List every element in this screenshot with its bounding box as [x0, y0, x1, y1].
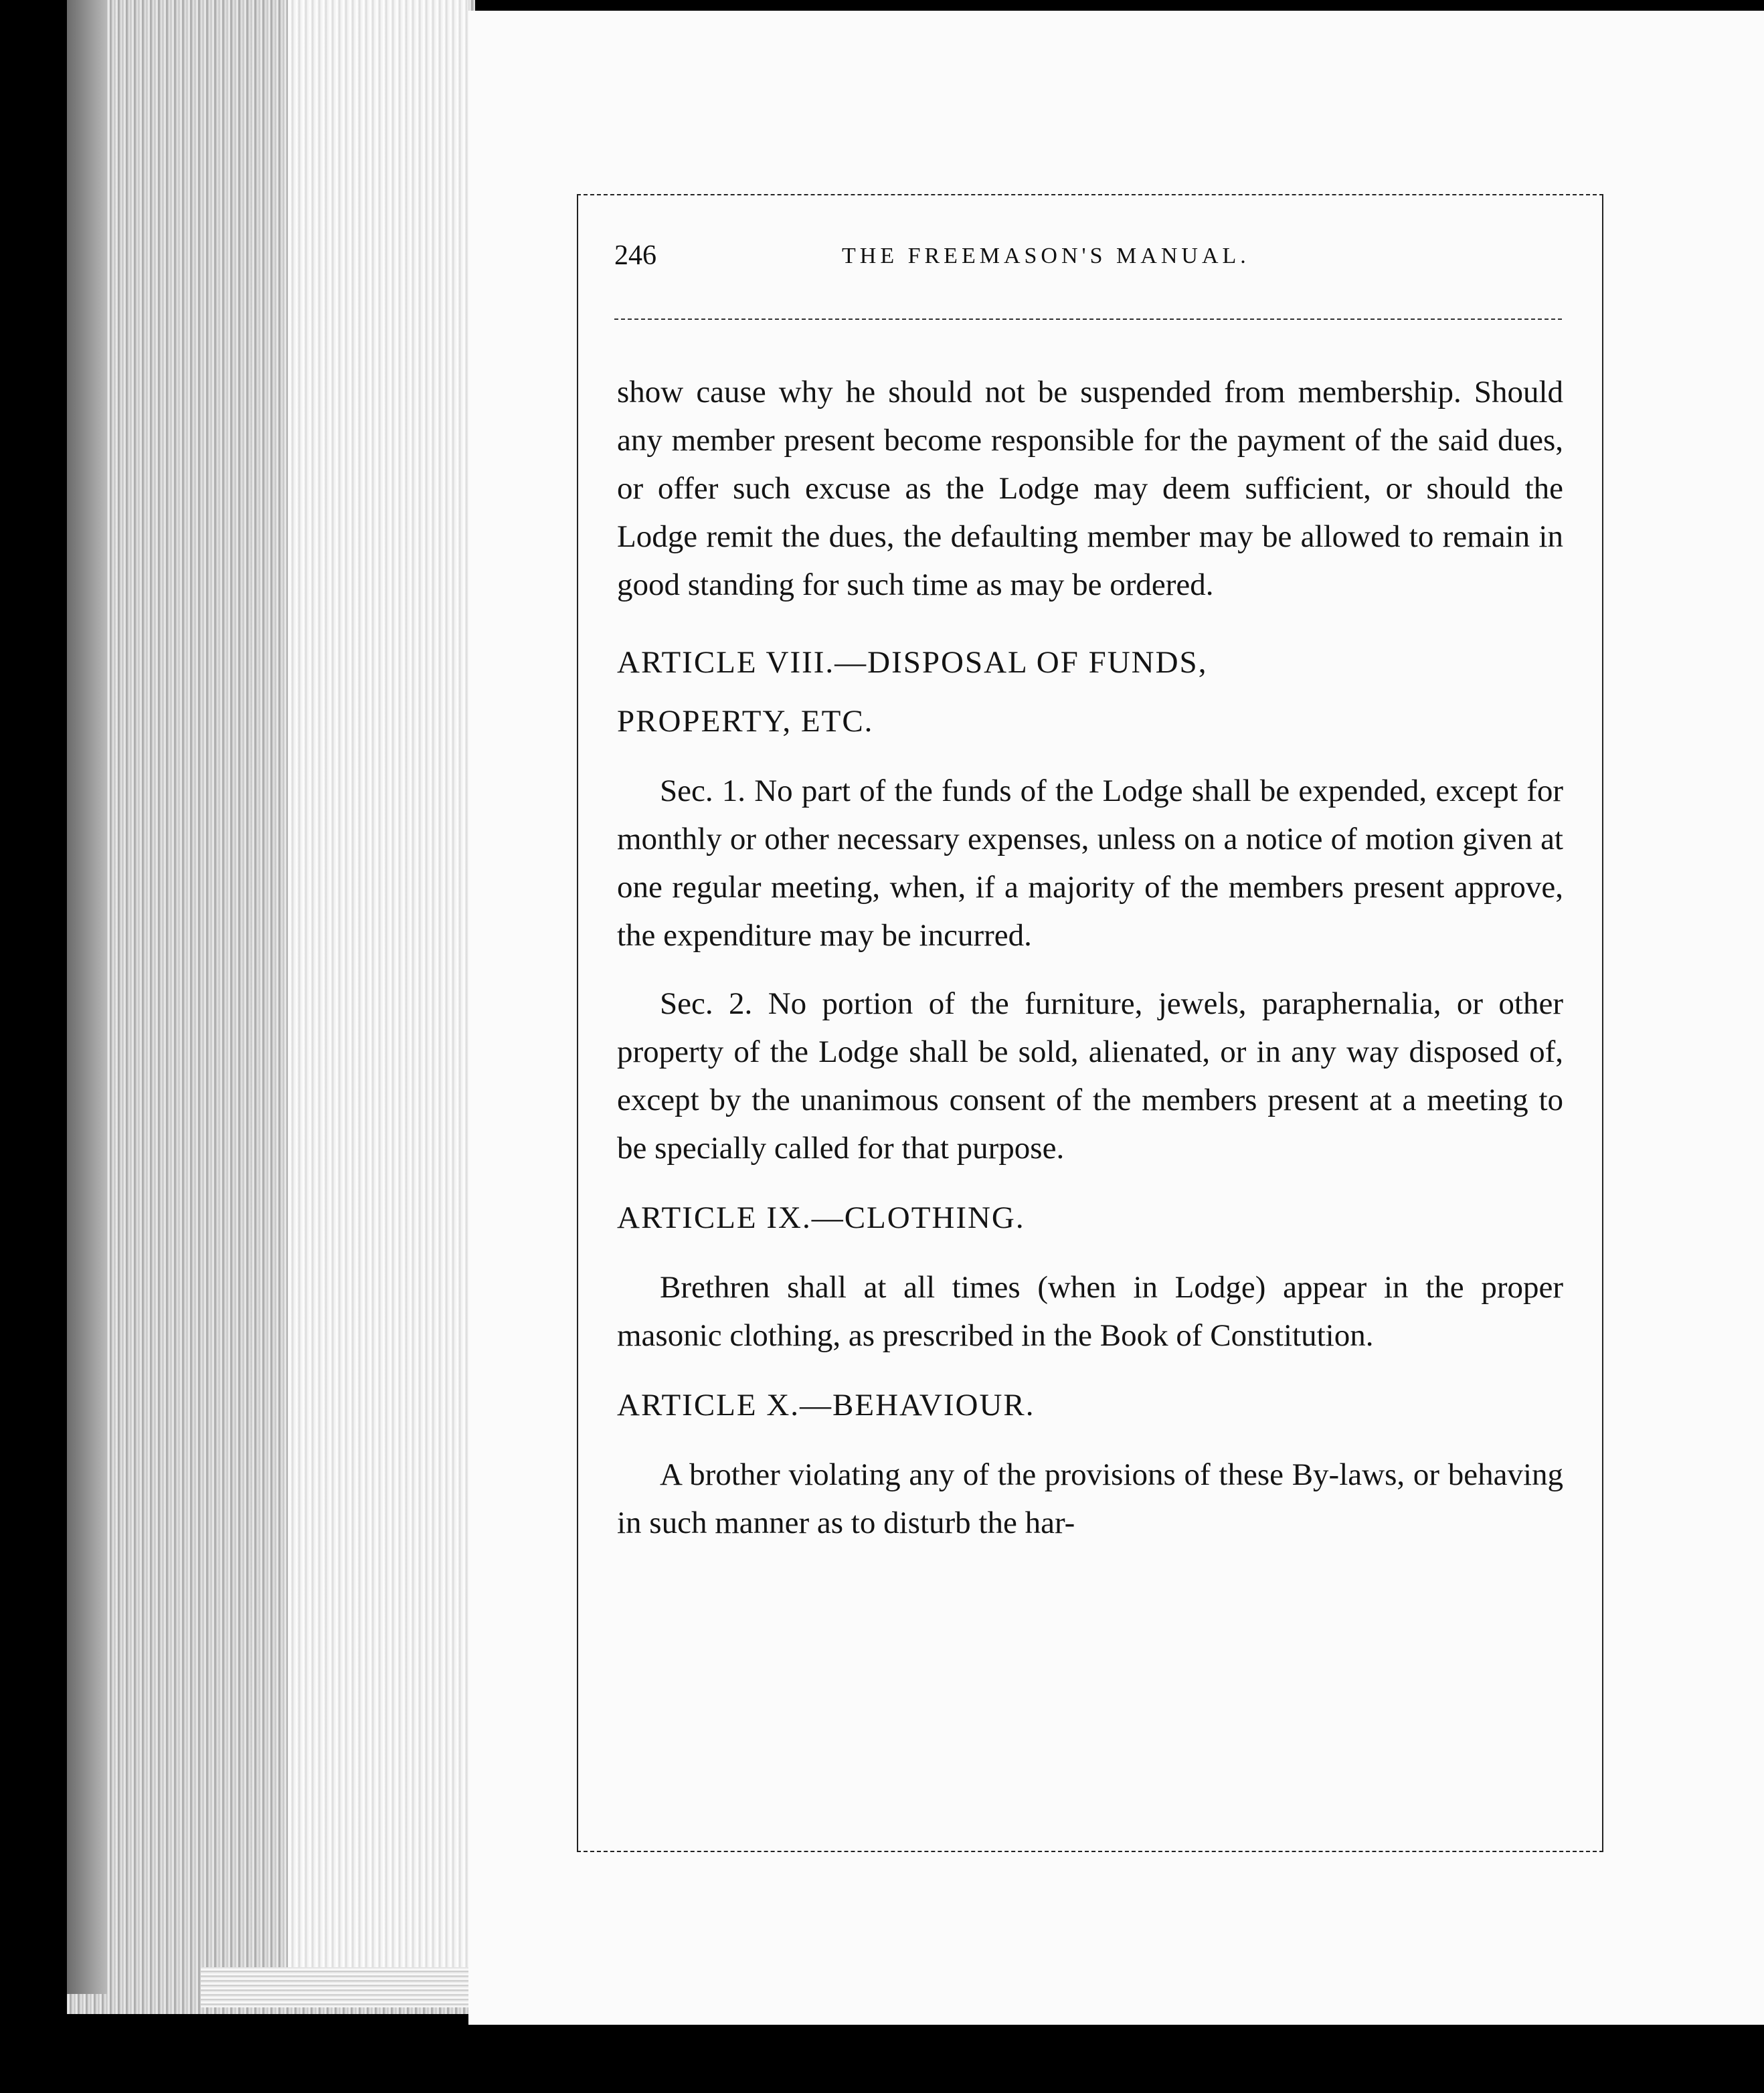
header-rule: [614, 318, 1562, 320]
heading-article-viii-line1: ARTICLE VIII.—DISPOSAL OF FUNDS,: [617, 645, 1208, 680]
book-page-stack: [288, 0, 468, 1994]
page-header: [614, 240, 1563, 293]
page-body: [617, 368, 1563, 1547]
paragraph-sec-1: Sec. 1. No part of the funds of the Lodge shall be expended, except for monthly or other necessary expenses, unless on a notice of motion given at one regular meeting, when, if a majority of the members present approve, the expenditure may be incurred.: [617, 774, 1563, 953]
book-bottom-edge: [201, 1967, 482, 2007]
paragraph-clothing: Brethren shall at all times (when in Lodge) appear in the proper masonic clothing, as prescribed in the Book of Constitution.: [617, 1270, 1563, 1353]
book-spine-shadow: [67, 0, 107, 1994]
running-title: THE FREEMASON'S MANUAL.: [842, 244, 1250, 268]
heading-article-x: ARTICLE X.—BEHAVIOUR.: [617, 1388, 1035, 1423]
paragraph-sec-2: Sec. 2. No portion of the furniture, jewels, paraphernalia, or other property of the Lodge shall be sold, alienated, or in any way disposed of, except by the unanimous consent of the members present at a meeting to be specially called for that purpose.: [617, 986, 1563, 1166]
paragraph-continuation: show cause why he should not be suspended from membership. Should any member present become responsible for the payment of the said dues, or offer such excuse as the Lodge may deem sufficient, or should the Lodge remit the dues, the defaulting member may be allowed to remain in good standing for such time as may be ordered.: [617, 375, 1563, 602]
heading-article-ix: ARTICLE IX.—CLOTHING.: [617, 1200, 1025, 1235]
paragraph-behaviour: A brother violating any of the provisions of these By-laws, or behaving in such manner as to disturb the har-: [617, 1457, 1563, 1540]
page-number: 246: [614, 240, 656, 271]
heading-article-viii-line2: PROPERTY, ETC.: [617, 704, 874, 739]
